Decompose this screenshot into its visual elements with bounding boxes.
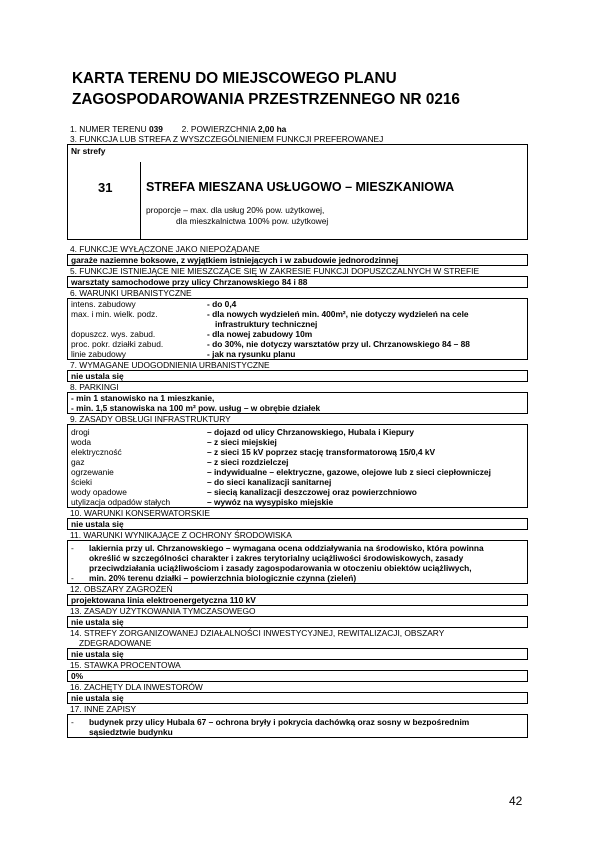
table-row	[68, 457, 527, 467]
row-value: – siecią kanalizacji deszczowej oraz powierzchniowo	[207, 487, 417, 497]
urban-conditions-table	[68, 299, 527, 359]
row-label: ścieki	[71, 477, 92, 487]
bullet-dash: -	[71, 543, 74, 553]
row-label: utylizacja odpadów stałych	[71, 497, 171, 507]
section-10-header: 10. WARUNKI KONSERWATORSKIE	[70, 508, 210, 518]
table-row	[68, 437, 527, 447]
row-label: gaz	[71, 457, 85, 467]
section-17-box	[67, 714, 528, 738]
row-value: – wywóz na wysypisko miejskie	[207, 497, 334, 507]
row-label: woda	[71, 437, 92, 447]
row-label: wody opadowe	[71, 487, 127, 497]
page-number: 42	[509, 794, 523, 808]
section-14-value: nie ustala się	[67, 648, 528, 660]
bullet-dash: -	[71, 573, 74, 583]
section-12-value: projektowana linia elektroenergetyczna 110 kV	[67, 594, 528, 606]
infrastructure-table	[68, 427, 527, 507]
list-item-text	[89, 543, 527, 573]
section-16-value: nie ustala się	[67, 692, 528, 704]
section-8-header: 8. PARKINGI	[70, 382, 119, 392]
section-9-header: 9. ZASADY OBSŁUGI INFRASTRUKTURY	[70, 414, 231, 424]
table-row	[68, 497, 527, 507]
row-value: - do 0,4	[207, 299, 237, 309]
section-15-value: 0%	[67, 670, 528, 682]
table-row	[68, 467, 527, 477]
section-9-box	[67, 424, 528, 508]
section-5-header: 5. FUNKCJE ISTNIEJĄCE NIE MIESZCZĄCE SIĘ W ZAKRESIE FUNKCJI DOPUSZCZALNYCH W STREFIE	[70, 266, 480, 276]
list-item	[68, 573, 527, 583]
row-label: intens. zabudowy	[71, 299, 136, 309]
row-label: drogi	[71, 427, 90, 437]
row-value: – z sieci rozdzielczej	[207, 457, 289, 467]
list-item-text	[89, 717, 527, 737]
table-row	[68, 447, 527, 457]
section-13-header: 13. ZASADY UŻYTKOWANIA TYMCZASOWEGO	[70, 606, 256, 616]
row-value: – z sieci 15 kV poprzez stację transformatorową 15/0,4 kV	[207, 447, 436, 457]
section-10-value: nie ustala się	[67, 518, 528, 530]
section-17-header: 17. INNE ZAPISY	[70, 704, 137, 714]
section-1-2	[67, 124, 528, 134]
section-3-header: 3. FUNKCJA LUB STREFA Z WYSZCZEGÓLNIENIEM FUNKCJI PREFEROWANEJ	[70, 134, 384, 144]
row-value: - dla nowej zabudowy 10m	[207, 329, 313, 339]
env-line-3: przeciwdziałania uciążliwościom i zasady zagospodarowania w otoczeniu obiektów uciążliwych,	[89, 563, 472, 573]
section-5-value: warsztaty samochodowe przy ulicy Chrzanowskiego 84 i 88	[67, 276, 528, 288]
bullet-dash: -	[71, 717, 74, 727]
section-15-header: 15. STAWKA PROCENTOWA	[70, 660, 181, 670]
row-label: linie zabudowy	[71, 349, 126, 359]
row-value-line-2: infrastruktury technicznej	[215, 319, 318, 329]
env-line-4: min. 20% terenu działki – powierzchnia biologicznie czynna (zieleń)	[89, 573, 357, 583]
table-row	[68, 487, 527, 497]
row-value: – dojazd od ulicy Chrzanowskiego, Hubala i Kiepury	[207, 427, 415, 437]
parking-line-1: - min 1 stanowisko na 1 mieszkanie,	[71, 393, 215, 403]
row-value: – do sieci kanalizacji sanitarnej	[207, 477, 332, 487]
table-row	[68, 299, 527, 309]
row-label: proc. pokr. działki zabud.	[71, 339, 164, 349]
section-4-header: 4. FUNKCJE WYŁĄCZONE JAKO NIEPOŻĄDANE	[70, 244, 260, 254]
row-label: elektryczność	[71, 447, 122, 457]
section-11-box	[67, 540, 528, 584]
section-7-value: nie ustala się	[67, 370, 528, 382]
document-title	[72, 68, 542, 110]
list-item	[68, 543, 527, 573]
section-16-header: 16. ZACHĘTY DLA INWESTORÓW	[70, 682, 203, 692]
note-line-2: sąsiedztwie budynku	[89, 727, 173, 737]
list-item	[68, 717, 527, 737]
note-line-1: budynek przy ulicy Hubala 67 – ochrona bryły i pokrycia dachówką oraz sosny w bezpośrednim	[89, 717, 470, 727]
section-11-header: 11. WARUNKI WYNIKAJĄCE Z OCHRONY ŚRODOWISKA	[70, 530, 292, 540]
title-line-2: ZAGOSPODAROWANIA PRZESTRZENNEGO NR 0216	[72, 91, 460, 108]
section-14-header: 14. STREFY ZORGANIZOWANEJ DZIAŁALNOŚCI INWESTYCYJNEJ, REWITALIZACJI, OBSZARY	[70, 628, 445, 638]
row-value: - jak na rysunku planu	[207, 349, 296, 359]
table-row	[68, 477, 527, 487]
section-13-value: nie ustala się	[67, 616, 528, 628]
row-value: – z sieci miejskiej	[207, 437, 277, 447]
row-label: dopuszcz. wys. zabud.	[71, 329, 156, 339]
terrain-number-value: 039	[148, 124, 163, 134]
section-4-value: garaże naziemne boksowe, z wyjątkiem istniejących i w zabudowie jednorodzinnej	[67, 254, 528, 266]
row-value: - do 30%, nie dotyczy warsztatów przy ul. Chrzanowskiego 84 – 88	[207, 339, 470, 349]
other-notes-list	[68, 717, 527, 737]
zone-box	[67, 144, 528, 240]
env-line-1: lakiernia przy ul. Chrzanowskiego – wymagana ocena oddziaływania na środowisko, która powinna	[89, 543, 484, 553]
table-row	[68, 309, 527, 329]
zone-number-label: Nr strefy	[71, 146, 106, 156]
row-label: ogrzewanie	[71, 467, 114, 477]
table-row	[68, 427, 527, 437]
section-14-header-cont: ZDEGRADOWANE	[79, 638, 152, 648]
row-label: max. i min. wielk. podz.	[71, 309, 158, 319]
area-label: 2. POWIERZCHNIA	[181, 124, 256, 134]
title-line-1: KARTA TERENU DO MIEJSCOWEGO PLANU	[72, 70, 397, 87]
terrain-card-form	[67, 124, 528, 738]
zone-proportion-2: dla mieszkalnictwa 100% pow. użytkowej	[176, 216, 329, 226]
zone-proportion-1: proporcje – max. dla usług 20% pow. użytkowej,	[146, 205, 325, 215]
row-value: – indywidualne – elektryczne, gazowe, olejowe lub z sieci ciepłowniczej	[207, 467, 491, 477]
environment-list	[68, 543, 527, 583]
zone-number: 31	[98, 180, 113, 195]
section-8-box	[67, 392, 528, 414]
row-value-line-1: - dla nowych wydzieleń min. 400m², nie dotyczy wydzieleń na cele	[207, 309, 469, 319]
terrain-number-label: 1. NUMER TERENU	[70, 124, 147, 134]
zone-divider	[140, 162, 141, 239]
section-6-box	[67, 298, 528, 360]
table-row	[68, 349, 527, 359]
row-value	[207, 309, 527, 329]
section-12-header: 12. OBSZARY ZAGROŻEŃ	[70, 584, 173, 594]
section-6-header: 6. WARUNKI URBANISTYCZNE	[70, 288, 192, 298]
table-row	[68, 339, 527, 349]
parking-line-2: - min. 1,5 stanowiska na 100 m² pow. usług – w obrębie działek	[71, 403, 321, 413]
env-line-2: określić w szczególności charakter i zakres terytorialny uciążliwości środowiskowych, zasady	[89, 553, 464, 563]
zone-name: STREFA MIESZANA USŁUGOWO – MIESZKANIOWA	[146, 180, 455, 194]
section-7-header: 7. WYMAGANE UDOGODNIENIA URBANISTYCZNE	[70, 360, 270, 370]
table-row	[68, 329, 527, 339]
area-value: 2,00 ha	[257, 124, 287, 134]
